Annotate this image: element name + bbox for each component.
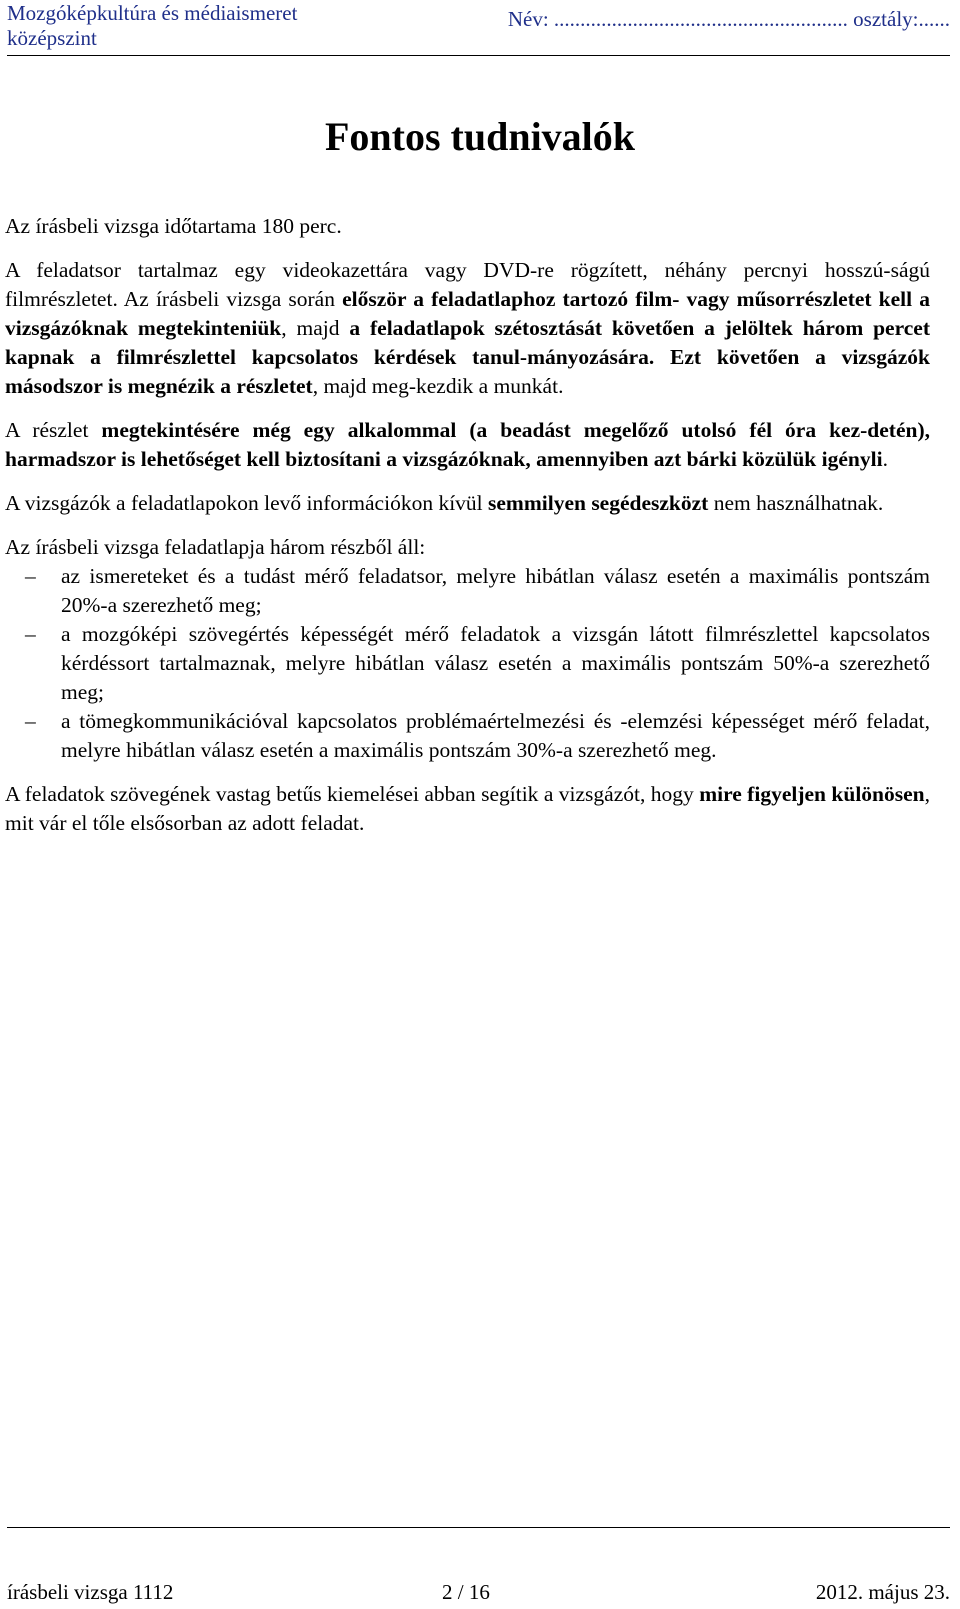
footer-divider: [7, 1527, 950, 1528]
subject-label: [7, 1, 297, 51]
subject-level: középszint: [7, 26, 97, 50]
list-item: – a tömegkommunikációval kapcsolatos problémaértelmezési és -elemzési képességet mérő feladat, melyre hibátlan válasz esetén a maximális pontszám 30%-a szerezhető meg.: [25, 709, 930, 762]
dash-icon: –: [25, 564, 36, 588]
list-item: – az ismereteket és a tudást mérő feladatsor, melyre hibátlan válasz esetén a maximális pontszám 20%-a szerezhető meg;: [25, 564, 930, 617]
dash-icon: –: [25, 709, 36, 733]
parts-list: [5, 562, 930, 765]
page-header: [7, 0, 950, 54]
instructions-body: [5, 212, 930, 853]
exam-date: 2012. május 23.: [815, 1580, 950, 1604]
exam-code: írásbeli vizsga 1112: [7, 1580, 174, 1604]
paragraph-duration: Az írásbeli vizsga időtartama 180 perc.: [5, 214, 342, 238]
paragraph-film: A feladatsor tartalmaz egy videokazettára vagy DVD-re rögzített, néhány percnyi hosszú-ságú filmrészletet. Az írásbeli vizsga során először a feladatlaphoz tartozó film- vagy műsorrészletet kell a vizsgázóknak megtekinteniük, majd a feladatlapok szétosztását követően a jelöltek három percet kapnak a filmrészlettel kapcsolatos kérdések tanul-mányozására. Ezt követően a vizsgázók másodszor is megnézik a részletet, majd meg-kezdik a munkát.: [5, 258, 931, 398]
paragraph-bold-note: A feladatok szövegének vastag betűs kiemelései abban segítik a vizsgázót, hogy mire figyeljen különösen, mit vár el tőle elsősorban az adott feladat.: [5, 782, 930, 835]
subject-title: Mozgóképkultúra és médiaismeret: [7, 1, 298, 25]
page-number: 2 / 16: [442, 1580, 490, 1604]
paragraph-rewatch: A részlet megtekintésére még egy alkalommal (a beadást megelőző utolsó fél óra kez-detén), harmadszor is lehetőséget kell biztosítani a vizsgázóknak, amennyiben azt bárki közülük igényli.: [5, 418, 930, 471]
name-class-field: Név: ........................................................ osztály:......: [507, 7, 950, 31]
dash-icon: –: [25, 622, 36, 646]
paragraph-structure: Az írásbeli vizsga feladatlapja három részből áll:: [5, 535, 426, 559]
paragraph-tools: A vizsgázók a feladatlapokon levő információkon kívül semmilyen segédeszközt nem használhatnak.: [5, 491, 884, 515]
page-title: Fontos tudnivalók: [324, 114, 636, 159]
header-divider: [7, 55, 950, 56]
list-item: – a mozgóképi szövegértés képességét mérő feladatok a vizsgán látott filmrészlettel kapcsolatos kérdéssort tartalmaznak, melyre hibátlan válasz esetén a maximális pontszám 50%-a szerezhető meg;: [25, 622, 930, 704]
